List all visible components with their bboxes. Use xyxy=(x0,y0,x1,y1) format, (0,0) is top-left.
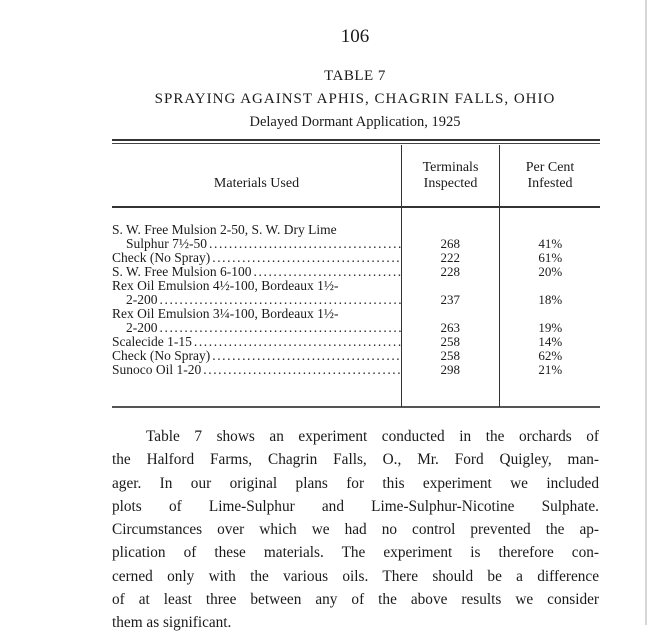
percent-cell xyxy=(499,279,601,307)
paragraph-line: them as significant. xyxy=(112,614,232,632)
terminals-value: 263 xyxy=(440,320,460,335)
percent-value: 20% xyxy=(538,264,563,279)
terminals-value: 298 xyxy=(440,362,460,377)
table-top-rule-inner xyxy=(112,143,600,144)
percent-cell xyxy=(499,251,601,265)
terminals-cell xyxy=(401,265,499,279)
column-header-materials xyxy=(112,176,401,192)
terminals-cell xyxy=(401,349,499,363)
table-row xyxy=(112,223,600,251)
table-header-rule xyxy=(112,206,600,208)
terminals-value: 222 xyxy=(440,250,460,265)
terminals-cell xyxy=(401,251,499,265)
terminals-cell xyxy=(401,223,499,251)
material-text: Check (No Spray) xyxy=(112,349,211,363)
table-row xyxy=(112,335,600,349)
table-row xyxy=(112,363,600,377)
page-number: 106 xyxy=(340,26,370,47)
material-cell xyxy=(112,335,401,349)
paragraph-line: cerned only with the various oils. There should be a difference xyxy=(112,567,599,585)
table-row xyxy=(112,307,600,335)
material-cell xyxy=(112,223,401,251)
material-text: S. W. Free Mulsion 6-100 xyxy=(112,265,252,279)
table-body xyxy=(112,223,600,377)
terminals-value: 258 xyxy=(440,348,460,363)
table-subtitle: Delayed Dormant Application, 1925 xyxy=(249,114,461,130)
column-header-label: Infested xyxy=(527,176,573,191)
table-label: TABLE 7 xyxy=(324,68,386,84)
dot-leader xyxy=(210,349,401,363)
column-header-label: Materials Used xyxy=(213,176,300,191)
table-row xyxy=(112,349,600,363)
column-header-label: Inspected xyxy=(423,176,478,191)
terminals-value: 228 xyxy=(440,264,460,279)
percent-cell xyxy=(499,363,601,377)
terminals-value: 237 xyxy=(440,292,460,307)
percent-value: 21% xyxy=(538,362,563,377)
column-header-terminals xyxy=(402,160,499,192)
paragraph-line: plication of these materials. The experiment is therefore con- xyxy=(112,544,599,562)
terminals-cell xyxy=(401,279,499,307)
table-row xyxy=(112,265,600,279)
table-top-rule xyxy=(112,139,600,141)
column-header-percent xyxy=(500,160,600,192)
material-cell xyxy=(112,307,401,335)
table-row xyxy=(112,251,600,265)
material-cell xyxy=(112,265,401,279)
paragraph-line: of at least three between any of the above results we consider xyxy=(112,591,599,609)
material-text: Rex Oil Emulsion 3¼-100, Bordeaux 1½- xyxy=(112,307,339,321)
percent-value: 14% xyxy=(538,334,563,349)
material-text: S. W. Free Mulsion 2-50, S. W. Dry Lime xyxy=(112,223,337,237)
percent-value: 62% xyxy=(538,348,563,363)
material-text: 2-200 xyxy=(126,321,158,335)
column-header-label: Terminals xyxy=(422,160,479,175)
percent-value: 61% xyxy=(538,250,563,265)
paragraph-line: the Halford Farms, Chagrin Falls, O., Mr. Ford Quigley, man- xyxy=(112,451,599,469)
table-row xyxy=(112,279,600,307)
terminals-value: 258 xyxy=(440,334,460,349)
percent-value: 41% xyxy=(538,236,563,251)
paragraph-line: Table 7 shows an experiment conducted in the orchards of xyxy=(146,428,599,445)
material-cell xyxy=(112,279,401,307)
material-text: Rex Oil Emulsion 4½-100, Bordeaux 1½- xyxy=(112,279,339,293)
column-header-label: Per Cent xyxy=(525,160,575,175)
dot-leader xyxy=(201,363,401,377)
percent-cell xyxy=(499,307,601,335)
table-title: SPRAYING AGAINST APHIS, CHAGRIN FALLS, OHIO xyxy=(154,91,556,107)
material-text: Sulphur 7½-50 xyxy=(126,237,207,251)
terminals-cell xyxy=(401,335,499,349)
body-paragraph xyxy=(112,425,599,635)
percent-cell xyxy=(499,223,601,251)
material-cell xyxy=(112,363,401,377)
percent-value: 19% xyxy=(538,320,563,335)
dot-leader xyxy=(158,321,402,335)
dot-leader xyxy=(252,265,401,279)
paragraph-line: ager. In our original plans for this experiment we included xyxy=(112,474,599,492)
dot-leader xyxy=(207,237,401,251)
material-text: 2-200 xyxy=(126,293,158,307)
terminals-value: 268 xyxy=(440,236,460,251)
percent-cell xyxy=(499,349,601,363)
dot-leader xyxy=(192,335,401,349)
material-text: Sunoco Oil 1-20 xyxy=(112,363,202,377)
material-cell xyxy=(112,251,401,265)
percent-cell xyxy=(499,265,601,279)
dot-leader xyxy=(210,251,401,265)
percent-value: 18% xyxy=(538,292,563,307)
terminals-cell xyxy=(401,307,499,335)
material-cell xyxy=(112,349,401,363)
paragraph-line: plots of Lime-Sulphur and Lime-Sulphur-Nicotine Sulphate. xyxy=(112,497,599,515)
table-bottom-rule xyxy=(112,406,600,408)
material-text: Scalecide 1-15 xyxy=(112,335,192,349)
terminals-cell xyxy=(401,363,499,377)
percent-cell xyxy=(499,335,601,349)
dot-leader xyxy=(158,293,402,307)
material-text: Check (No Spray) xyxy=(112,251,211,265)
paragraph-line: Circumstances over which we had no control prevented the ap- xyxy=(112,521,599,539)
